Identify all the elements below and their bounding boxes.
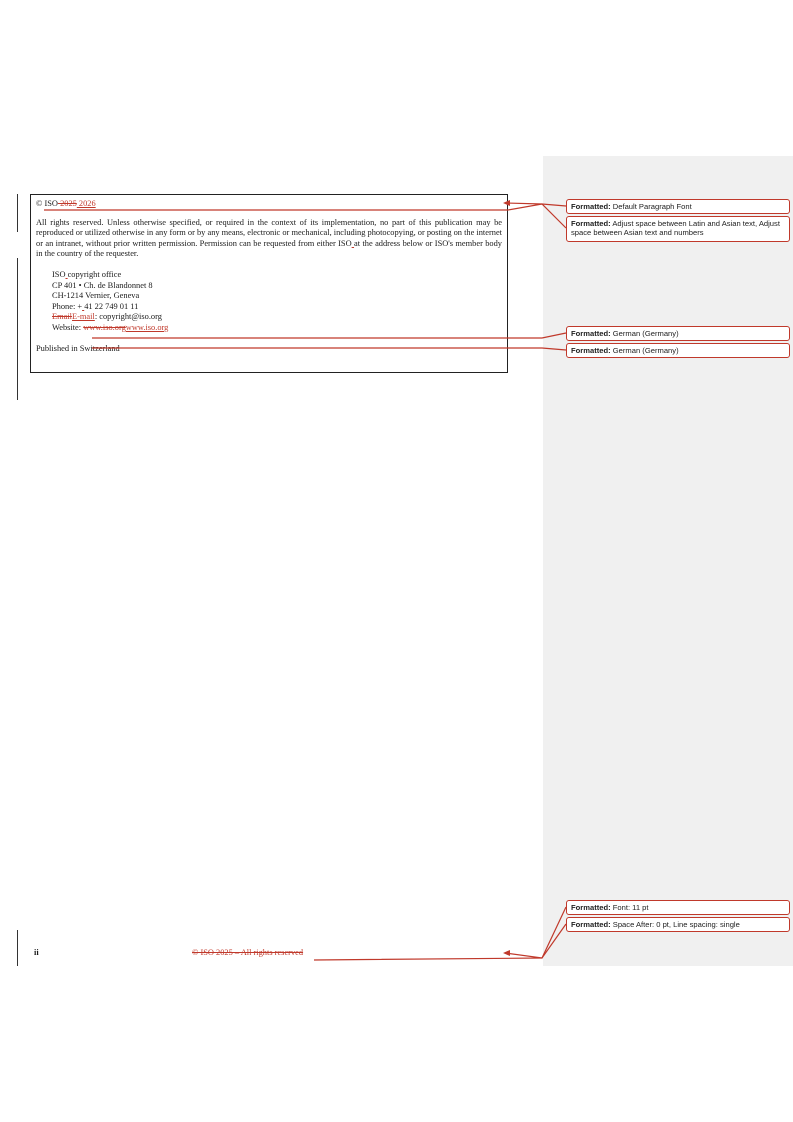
inserted-email-label[interactable]: E-mail bbox=[72, 312, 95, 322]
format-balloon-1[interactable]: Formatted: Default Paragraph Font bbox=[566, 199, 790, 214]
format-balloon-4[interactable]: Formatted: German (Germany) bbox=[566, 343, 790, 358]
deleted-website[interactable]: www.iso.org bbox=[83, 322, 126, 332]
markup-pane bbox=[543, 156, 793, 966]
phone-line: Phone: + 41 22 749 01 11 bbox=[52, 301, 139, 311]
deleted-footer-text[interactable]: © ISO 2025 – All rights reserved bbox=[192, 948, 304, 957]
deleted-year[interactable]: 2025 bbox=[57, 199, 77, 208]
copyright-org: ISO bbox=[44, 199, 58, 208]
published-line: Published in Switzerland bbox=[36, 343, 120, 353]
website-line: Website: www.iso.orgwww.iso.org bbox=[52, 322, 169, 332]
inserted-year[interactable]: 2026 bbox=[76, 199, 96, 208]
change-bar bbox=[17, 194, 18, 232]
address-line: ISO copyright office bbox=[52, 269, 122, 279]
format-balloon-6[interactable]: Formatted: Space After: 0 pt, Line spacing: single bbox=[566, 917, 790, 932]
address-line: CH-1214 Vernier, Geneva bbox=[52, 291, 140, 301]
change-bar bbox=[17, 258, 18, 400]
inserted-website[interactable]: www.iso.org bbox=[125, 322, 169, 332]
format-balloon-2[interactable]: Formatted: Adjust space between Latin and Asian text, Adjust space between Asian text and numbers bbox=[566, 216, 790, 242]
change-bar bbox=[17, 930, 18, 966]
copyright-line bbox=[36, 199, 502, 210]
address-line: CP 401 • Ch. de Blandonnet 8 bbox=[52, 280, 153, 290]
address-block bbox=[52, 270, 502, 334]
page-number: ii bbox=[34, 948, 39, 957]
format-balloon-5[interactable]: Formatted: Font: 11 pt bbox=[566, 900, 790, 915]
page-footer bbox=[34, 948, 514, 962]
rights-text: All rights reserved. Unless otherwise specified, or required in the context of its implementation, no part of this publication may be reproduced or utilized otherwise in any form or by any means, electronic or mechanical, including photocopying, or posting on the internet or an intranet, without prior written permission. Permission can be requested from either ISO bbox=[36, 217, 502, 248]
copyright-box bbox=[30, 194, 508, 373]
rights-text-end: at the address below or ISO's member body in the country of the requester. bbox=[36, 238, 502, 259]
email-line: EmailE-mail: copyright@iso.org bbox=[52, 312, 162, 322]
deleted-email-label[interactable]: Email bbox=[52, 312, 73, 322]
rights-paragraph bbox=[36, 218, 502, 260]
copyright-symbol: © bbox=[36, 199, 45, 208]
format-balloon-3[interactable]: Formatted: German (Germany) bbox=[566, 326, 790, 341]
